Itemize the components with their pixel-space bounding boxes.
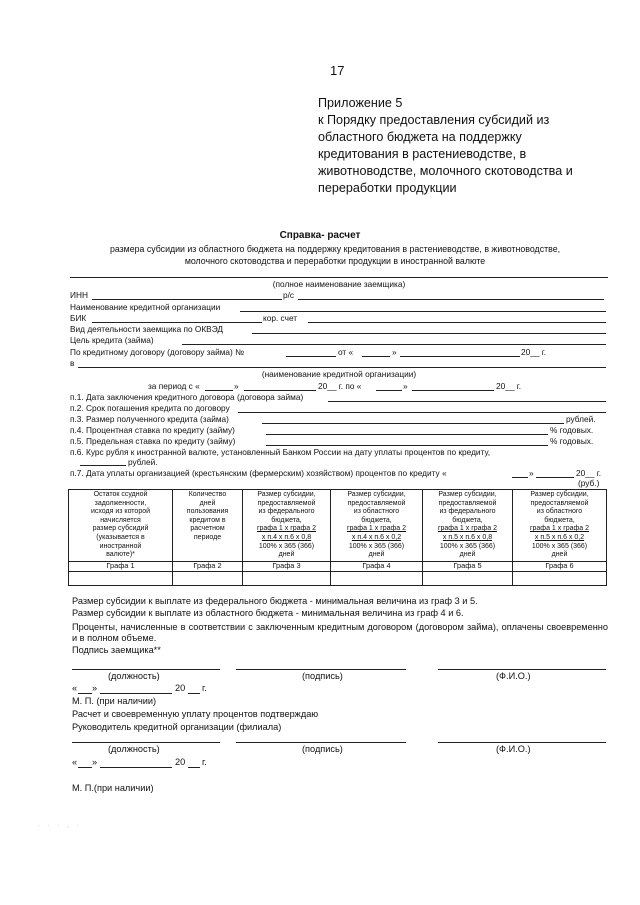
col3-header: Размер субсидии, предоставляемой из федерального бюджета, графа 1 х графа 2 х п.4 х п.6 х 0,8 100% х 365 (366) дней: [243, 490, 331, 562]
date-close: »: [92, 683, 98, 693]
p4-field[interactable]: [266, 434, 548, 435]
table-cell[interactable]: [423, 571, 513, 585]
credit-org-field[interactable]: [78, 367, 606, 368]
credit-purpose-field[interactable]: [182, 344, 606, 345]
column-label: Графа 5: [423, 561, 513, 571]
appendix-line: переработки продукции: [318, 181, 457, 195]
appendix-line: к Порядку предоставления субсидий из: [318, 113, 550, 127]
p7-day-field[interactable]: [512, 477, 528, 478]
p4-unit: % годовых.: [550, 425, 594, 435]
contract-from-label: от «: [338, 347, 354, 357]
bik-field[interactable]: [92, 322, 262, 323]
item-p3: п.3. Размер полученного кредита (займа): [70, 414, 229, 424]
kor-schet-label: кор. счет: [263, 313, 298, 323]
year-suffix: г.: [202, 683, 207, 693]
col6-header: Размер субсидии, предоставляемой из областного бюджета, графа 1 х графа 2 х п.5 х п.6 х 0,2 100% х 365 (366) дней: [513, 490, 607, 562]
stamp-label: М. П. (при наличии): [72, 696, 157, 706]
period-year-from: 20__ г. по «: [318, 381, 362, 391]
stamp-label: М. П.(при наличии): [72, 783, 154, 793]
position-caption: (должность): [108, 744, 160, 754]
col4-header: Размер субсидии, предоставляемой из областного бюджета, графа 1 х графа 2 х п.4 х п.6 х 0,2 100% х 365 (366) дней: [331, 490, 423, 562]
quote-close: »: [392, 347, 397, 357]
column-label: Графа 1: [69, 561, 173, 571]
date-close: »: [92, 757, 98, 767]
date-open: «: [72, 757, 78, 767]
item-p6: п.6. Курс рубля к иностранной валюте, установленный Банком России на дату уплаты процентов по кредиту,: [70, 447, 491, 457]
p6-field[interactable]: [80, 465, 126, 466]
p3-field[interactable]: [262, 423, 564, 424]
confirm-label: Расчет и своевременную уплату процентов подтверждаю: [72, 709, 319, 719]
period-end-month[interactable]: [412, 390, 494, 391]
position-field[interactable]: [72, 742, 220, 743]
regional-statement: Размер субсидии к выплате из областного бюджета - минимальная величина из граф 4 и 6.: [72, 608, 464, 618]
sign-day-field[interactable]: [78, 767, 92, 768]
column-label: Графа 6: [513, 561, 607, 571]
table-cell[interactable]: [243, 571, 331, 585]
period-label: за период с «: [148, 381, 200, 391]
p6-unit: рублей.: [128, 457, 158, 467]
appendix-line: Приложение 5: [318, 96, 403, 110]
rs-label: р/с: [283, 290, 295, 300]
page-number: 17: [330, 63, 345, 78]
item-p4: п.4. Процентная ставка по кредиту (займу): [70, 425, 235, 435]
in-label: в: [70, 358, 75, 368]
credit-org-name-field[interactable]: [240, 311, 606, 312]
period-year-to: 20__ г.: [496, 381, 522, 391]
rs-field[interactable]: [298, 299, 604, 300]
column-label: Графа 2: [173, 561, 243, 571]
sign-month-field[interactable]: [100, 767, 172, 768]
contract-month-field[interactable]: [400, 356, 520, 357]
fio-caption: (Ф.И.О.): [496, 744, 531, 754]
sign-year-field[interactable]: [188, 767, 200, 768]
sign-year: 20: [175, 683, 186, 693]
appendix-heading: [318, 95, 618, 197]
signature-field[interactable]: [236, 669, 406, 670]
bik-label: БИК: [70, 313, 87, 323]
signature-caption: (подпись): [302, 671, 343, 681]
borrower-caption: (полное наименование заемщика): [272, 279, 406, 289]
item-p5: п.5. Предельная ставка по кредиту (займу): [70, 436, 236, 446]
currency-unit: (руб.): [578, 478, 600, 488]
document-title: Справка- расчет: [279, 230, 361, 241]
contract-label: По кредитному договору (договору займа) №: [70, 347, 245, 357]
inn-label: ИНН: [70, 290, 88, 300]
table-header-row: [69, 490, 607, 562]
column-label: Графа 4: [331, 561, 423, 571]
fio-caption: (Ф.И.О.): [496, 671, 531, 681]
okved-label: Вид деятельности заемщика по ОКВЭД: [70, 324, 224, 334]
scan-artifact: · · · , ·: [38, 823, 82, 829]
p2-field[interactable]: [238, 412, 606, 413]
signature-caption: (подпись): [302, 744, 343, 754]
table-cell[interactable]: [331, 571, 423, 585]
p5-field[interactable]: [266, 445, 548, 446]
p5-unit: % годовых.: [550, 436, 594, 446]
credit-org-name-label: Наименование кредитной организации: [70, 302, 221, 312]
p1-field[interactable]: [328, 401, 606, 402]
kor-schet-field[interactable]: [308, 322, 606, 323]
borrower-name-field[interactable]: [70, 277, 608, 278]
col5-header: Размер субсидии, предоставляемой из федерального бюджета, графа 1 х графа 2 х п.5 х п.6 х 0,8 100% х 365 (366) дней: [423, 490, 513, 562]
period-start-day[interactable]: [205, 390, 233, 391]
position-field[interactable]: [72, 669, 220, 670]
appendix-line: областного бюджета на поддержку: [318, 130, 522, 144]
contract-number-field[interactable]: [286, 356, 336, 357]
table-cell[interactable]: [69, 571, 173, 585]
borrower-signature-label: Подпись заемщика**: [72, 645, 161, 655]
contract-day-field[interactable]: [362, 356, 390, 357]
subsidy-table: [68, 489, 607, 586]
appendix-line: животноводстве, молочного скотоводства и: [318, 164, 573, 178]
signature-field[interactable]: [236, 742, 406, 743]
sign-year: 20: [175, 757, 186, 767]
interest-statement: Проценты, начисленные в соответствии с заключенным кредитным договором (договором займа), оплачены своевременно и в полном объеме.: [72, 622, 608, 643]
sign-month-field[interactable]: [100, 693, 172, 694]
document-subtitle: размера субсидии из областного бюджета на поддержку кредитования в растениеводстве, в животноводстве, молочного скотоводства и переработки продукции в иностранной валюте: [109, 244, 561, 266]
year-suffix: г.: [202, 757, 207, 767]
item-p7: п.7. Дата уплаты организацией (крестьянским (фермерским) хозяйством) процентов по кредиту «: [70, 468, 447, 478]
fio-field[interactable]: [438, 669, 606, 670]
col1-header: Остаток ссудной задолженности, исходя из которой начисляется размер субсидий (указывается в иностранной валюте)*: [69, 490, 173, 562]
inn-field[interactable]: [92, 299, 282, 300]
credit-org-caption: (наименование кредитной организации): [261, 369, 417, 379]
position-caption: (должность): [108, 671, 160, 681]
p3-unit: рублей.: [566, 414, 596, 424]
table-cell[interactable]: [513, 571, 607, 585]
bank-head-label: Руководитель кредитной организации (филиала): [72, 722, 282, 732]
sign-day-field[interactable]: [78, 693, 92, 694]
okved-field[interactable]: [252, 333, 606, 334]
federal-statement: Размер субсидии к выплате из федерального бюджета - минимальная величина из граф 3 и 5.: [72, 596, 478, 606]
p7-month-field[interactable]: [536, 477, 574, 478]
appendix-line: кредитования в растениеводстве, в: [318, 147, 527, 161]
column-number-row: [69, 561, 607, 571]
item-p1: п.1. Дата заключения кредитного договора (договора займа): [70, 392, 304, 402]
credit-purpose-label: Цель кредита (займа): [70, 335, 154, 345]
fio-field[interactable]: [438, 742, 606, 743]
quote-close: »: [234, 381, 239, 391]
quote-close: »: [403, 381, 408, 391]
contract-year: 20__ г.: [521, 347, 547, 357]
column-label: Графа 3: [243, 561, 331, 571]
table-row: [69, 571, 607, 585]
period-end-day[interactable]: [376, 390, 402, 391]
quote-close: »: [529, 468, 534, 478]
date-open: «: [72, 683, 78, 693]
col2-header: Количество дней пользования кредитом в расчетном периоде: [173, 490, 243, 562]
p7-year: 20__ г.: [576, 468, 602, 478]
sign-year-field[interactable]: [188, 693, 200, 694]
table-cell[interactable]: [173, 571, 243, 585]
item-p2: п.2. Срок погашения кредита по договору: [70, 403, 230, 413]
period-start-month[interactable]: [244, 390, 316, 391]
